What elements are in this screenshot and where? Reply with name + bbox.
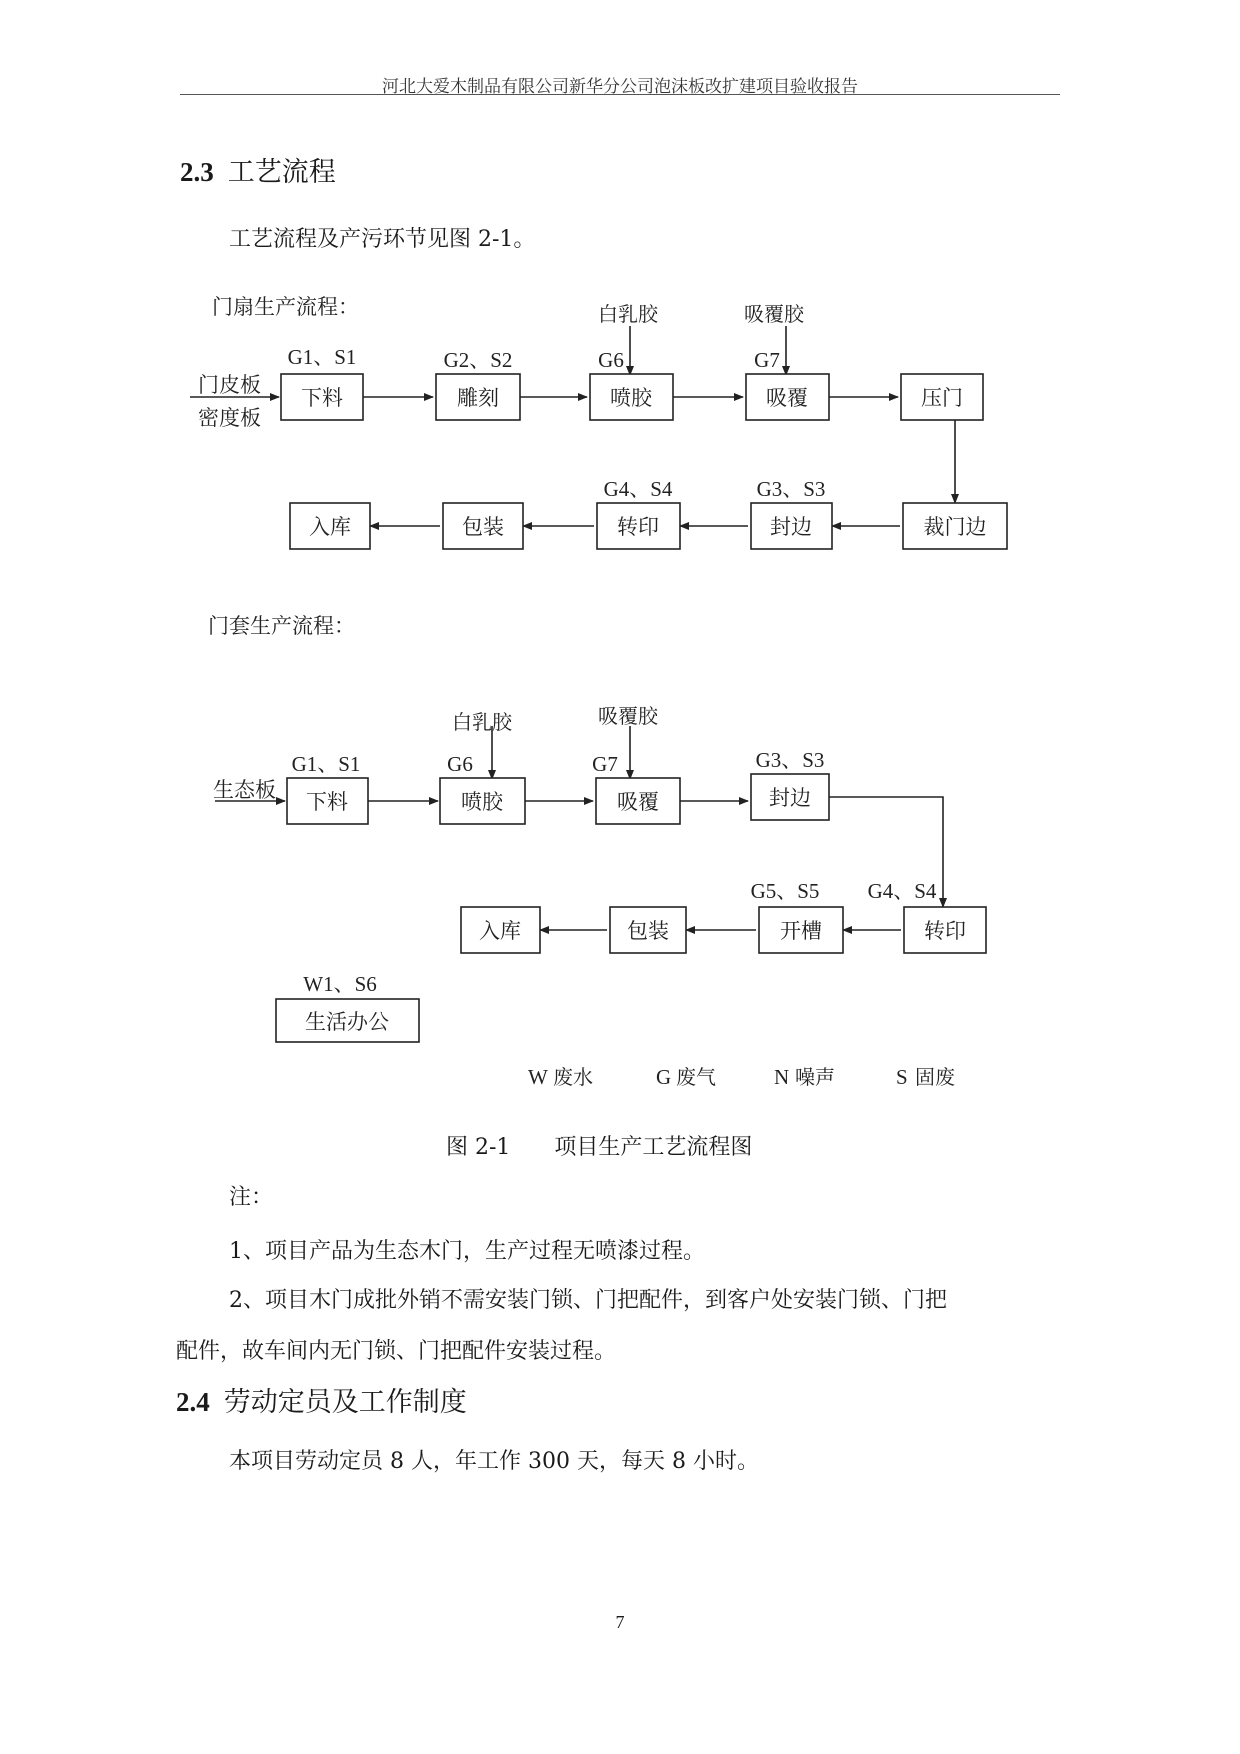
note-item: 配件，故车间内无门锁、门把配件安装过程。	[176, 1339, 617, 1364]
legend	[528, 1065, 955, 1089]
emission-code: G6	[598, 348, 624, 372]
legend-meaning: 废气	[676, 1065, 716, 1089]
section-title: 工艺流程	[227, 157, 336, 188]
door-frame-flow-title: 门套生产流程：	[208, 614, 355, 638]
emission-code: G4、S4	[603, 477, 673, 501]
emission-code: G3、S3	[756, 477, 826, 501]
emission-code: G1、S1	[291, 752, 361, 776]
section-number: 2.3	[180, 157, 214, 187]
step-label: 喷胶	[461, 790, 503, 814]
step-label: 吸覆	[766, 386, 808, 410]
page-number: 7	[615, 1612, 625, 1632]
section-number: 2.4	[176, 1387, 210, 1417]
step-label: 入库	[479, 919, 521, 943]
step-label: 入库	[309, 515, 351, 539]
step-label: 下料	[306, 790, 348, 814]
emission-code: G3、S3	[755, 748, 825, 772]
step-label: 封边	[769, 786, 811, 810]
office-code: W1、S6	[303, 972, 377, 996]
emission-code: G7	[592, 752, 618, 776]
step-label: 雕刻	[457, 386, 499, 410]
emission-code: G1、S1	[287, 345, 357, 369]
section-2-4-heading	[176, 1380, 467, 1419]
input-label: 生态板	[213, 778, 276, 802]
step-label: 裁门边	[923, 515, 987, 539]
step-label: 转印	[617, 515, 659, 539]
note-item: 1、项目产品为生态木门，生产过程无喷漆过程。	[229, 1239, 705, 1264]
step-label: 包装	[462, 515, 504, 539]
emission-code: G4、S4	[867, 879, 937, 903]
emission-code: G6	[447, 752, 473, 776]
additive-label: 吸覆胶	[744, 302, 804, 326]
step-label: 吸覆	[617, 790, 659, 814]
section-2-3-intro: 工艺流程及产污环节见图 2-1。	[229, 227, 536, 252]
legend-code: S	[896, 1065, 908, 1089]
legend-code: G	[656, 1065, 672, 1089]
step-label: 喷胶	[610, 386, 652, 410]
legend-code: W	[528, 1065, 548, 1089]
step-label: 转印	[924, 919, 966, 943]
legend-code: N	[774, 1065, 790, 1089]
note-item: 2、项目木门成批外销不需安装门锁、门把配件，到客户处安装门锁、门把	[229, 1288, 947, 1313]
additive-label: 白乳胶	[598, 302, 658, 326]
emission-code: G7	[754, 348, 780, 372]
input-label: 门皮板	[198, 373, 261, 397]
emission-code: G5、S5	[750, 879, 820, 903]
emission-code: G2、S2	[443, 348, 513, 372]
figure-caption: 图 2-1 项目生产工艺流程图	[446, 1135, 753, 1160]
additive-label: 吸覆胶	[598, 704, 658, 728]
legend-meaning: 固废	[915, 1065, 955, 1089]
office-label: 生活办公	[305, 1010, 389, 1034]
legend-meaning: 噪声	[795, 1065, 835, 1089]
step-label: 封边	[770, 515, 812, 539]
step-label: 下料	[301, 386, 343, 410]
notes-heading: 注：	[229, 1185, 274, 1210]
legend-meaning: 废水	[553, 1065, 593, 1089]
input-label: 密度板	[198, 406, 261, 430]
section-title: 劳动定员及工作制度	[223, 1387, 467, 1418]
step-label: 开槽	[780, 919, 822, 943]
additive-label: 白乳胶	[452, 710, 512, 734]
door-leaf-flow-title: 门扇生产流程：	[212, 295, 359, 319]
step-label: 包装	[627, 919, 669, 943]
section-2-4-body: 本项目劳动定员 8 人，年工作 300 天，每天 8 小时。	[229, 1449, 759, 1474]
step-label: 压门	[921, 386, 963, 410]
running-header: 河北大爱木制品有限公司新华分公司泡沫板改扩建项目验收报告	[382, 77, 858, 97]
